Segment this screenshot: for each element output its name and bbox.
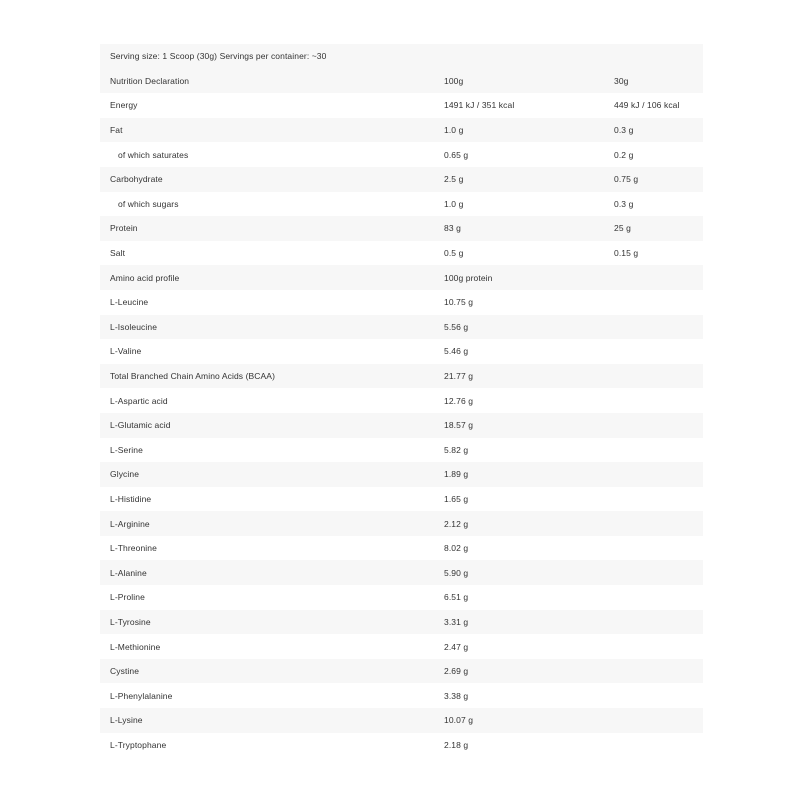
value-per-100g: 5.56 g xyxy=(444,321,469,332)
value-per-100g: 1.0 g xyxy=(444,125,464,136)
table-row xyxy=(100,487,703,512)
value-per-30g: 0.3 g xyxy=(614,198,634,209)
row-label: L-Aspartic acid xyxy=(110,395,168,406)
value-per-100g: 100g protein xyxy=(444,272,493,283)
row-label: of which sugars xyxy=(118,198,179,209)
row-label: Total Branched Chain Amino Acids (BCAA) xyxy=(110,371,276,382)
table-row xyxy=(100,364,703,389)
table-row xyxy=(100,560,703,585)
value-per-100g: 8.02 g xyxy=(444,543,469,554)
row-label: Cystine xyxy=(110,666,140,677)
row-label: L-Leucine xyxy=(110,297,149,308)
table-row xyxy=(100,413,703,438)
row-label: L-Arginine xyxy=(110,518,150,529)
table-row xyxy=(100,511,703,536)
serving-info: Serving size: 1 Scoop (30g) Servings per container: ~30 xyxy=(110,51,327,62)
value-per-100g: 3.38 g xyxy=(444,690,469,701)
row-label: L-Alanine xyxy=(110,567,147,578)
table-row xyxy=(100,585,703,610)
table-row xyxy=(100,167,703,192)
value-per-100g: 2.5 g xyxy=(444,174,464,185)
value-per-100g: 2.18 g xyxy=(444,739,469,750)
row-label: L-Methionine xyxy=(110,641,161,652)
value-per-100g: 1.89 g xyxy=(444,469,469,480)
row-label: Nutrition Declaration xyxy=(110,75,190,86)
value-per-100g: 1.0 g xyxy=(444,198,464,209)
table-row xyxy=(100,118,703,143)
table-row xyxy=(100,683,703,708)
table-row xyxy=(100,241,703,266)
row-label: Protein xyxy=(110,223,138,234)
table-row xyxy=(100,216,703,241)
value-per-100g: 21.77 g xyxy=(444,371,474,382)
table-row xyxy=(100,388,703,413)
row-label: L-Threonine xyxy=(110,543,157,554)
table-row xyxy=(100,339,703,364)
row-label: Carbohydrate xyxy=(110,174,163,185)
table-row xyxy=(100,265,703,290)
row-label: L-Histidine xyxy=(110,493,152,504)
table-row xyxy=(100,69,703,94)
value-per-30g: 0.3 g xyxy=(614,125,634,136)
value-per-100g: 6.51 g xyxy=(444,592,469,603)
value-per-100g: 5.46 g xyxy=(444,346,469,357)
table-row xyxy=(100,733,703,758)
table-row xyxy=(100,462,703,487)
value-per-30g: 449 kJ / 106 kcal xyxy=(614,100,680,111)
value-per-30g: 0.15 g xyxy=(614,248,639,259)
value-per-30g: 30g xyxy=(614,75,629,86)
table-row xyxy=(100,610,703,635)
row-label: L-Phenylalanine xyxy=(110,690,173,701)
row-label: L-Proline xyxy=(110,592,145,603)
row-label: L-Valine xyxy=(110,346,142,357)
value-per-30g: 0.2 g xyxy=(614,149,634,160)
row-label: Glycine xyxy=(110,469,140,480)
value-per-100g: 2.12 g xyxy=(444,518,469,529)
row-label: Fat xyxy=(110,125,123,136)
row-label: L-Tryptophane xyxy=(110,739,167,750)
value-per-100g: 100g xyxy=(444,75,464,86)
value-per-100g: 83 g xyxy=(444,223,461,234)
value-per-100g: 12.76 g xyxy=(444,395,474,406)
table-row xyxy=(100,659,703,684)
value-per-100g: 1491 kJ / 351 kcal xyxy=(444,100,515,111)
nutrition-table xyxy=(100,44,703,757)
row-label: L-Lysine xyxy=(110,715,143,726)
row-label: of which saturates xyxy=(118,149,189,160)
value-per-30g: 25 g xyxy=(614,223,631,234)
row-label: Amino acid profile xyxy=(110,272,180,283)
row-label: L-Serine xyxy=(110,444,143,455)
value-per-100g: 3.31 g xyxy=(444,616,469,627)
value-per-100g: 0.5 g xyxy=(444,248,464,259)
table-row xyxy=(100,93,703,118)
table-row xyxy=(100,290,703,315)
value-per-100g: 5.82 g xyxy=(444,444,469,455)
table-row xyxy=(100,315,703,340)
value-per-30g: 0.75 g xyxy=(614,174,639,185)
table-row xyxy=(100,708,703,733)
table-row xyxy=(100,536,703,561)
row-label: L-Isoleucine xyxy=(110,321,158,332)
row-label: Salt xyxy=(110,248,126,259)
serving-row xyxy=(100,44,703,69)
value-per-100g: 2.47 g xyxy=(444,641,469,652)
table-row xyxy=(100,438,703,463)
value-per-100g: 10.07 g xyxy=(444,715,474,726)
value-per-100g: 1.65 g xyxy=(444,493,469,504)
row-label: L-Glutamic acid xyxy=(110,420,171,431)
table-row xyxy=(100,142,703,167)
value-per-100g: 2.69 g xyxy=(444,666,469,677)
table-row xyxy=(100,634,703,659)
value-per-100g: 18.57 g xyxy=(444,420,474,431)
value-per-100g: 5.90 g xyxy=(444,567,469,578)
row-label: L-Tyrosine xyxy=(110,616,151,627)
value-per-100g: 10.75 g xyxy=(444,297,474,308)
value-per-100g: 0.65 g xyxy=(444,149,469,160)
row-label: Energy xyxy=(110,100,138,111)
table-row xyxy=(100,192,703,217)
